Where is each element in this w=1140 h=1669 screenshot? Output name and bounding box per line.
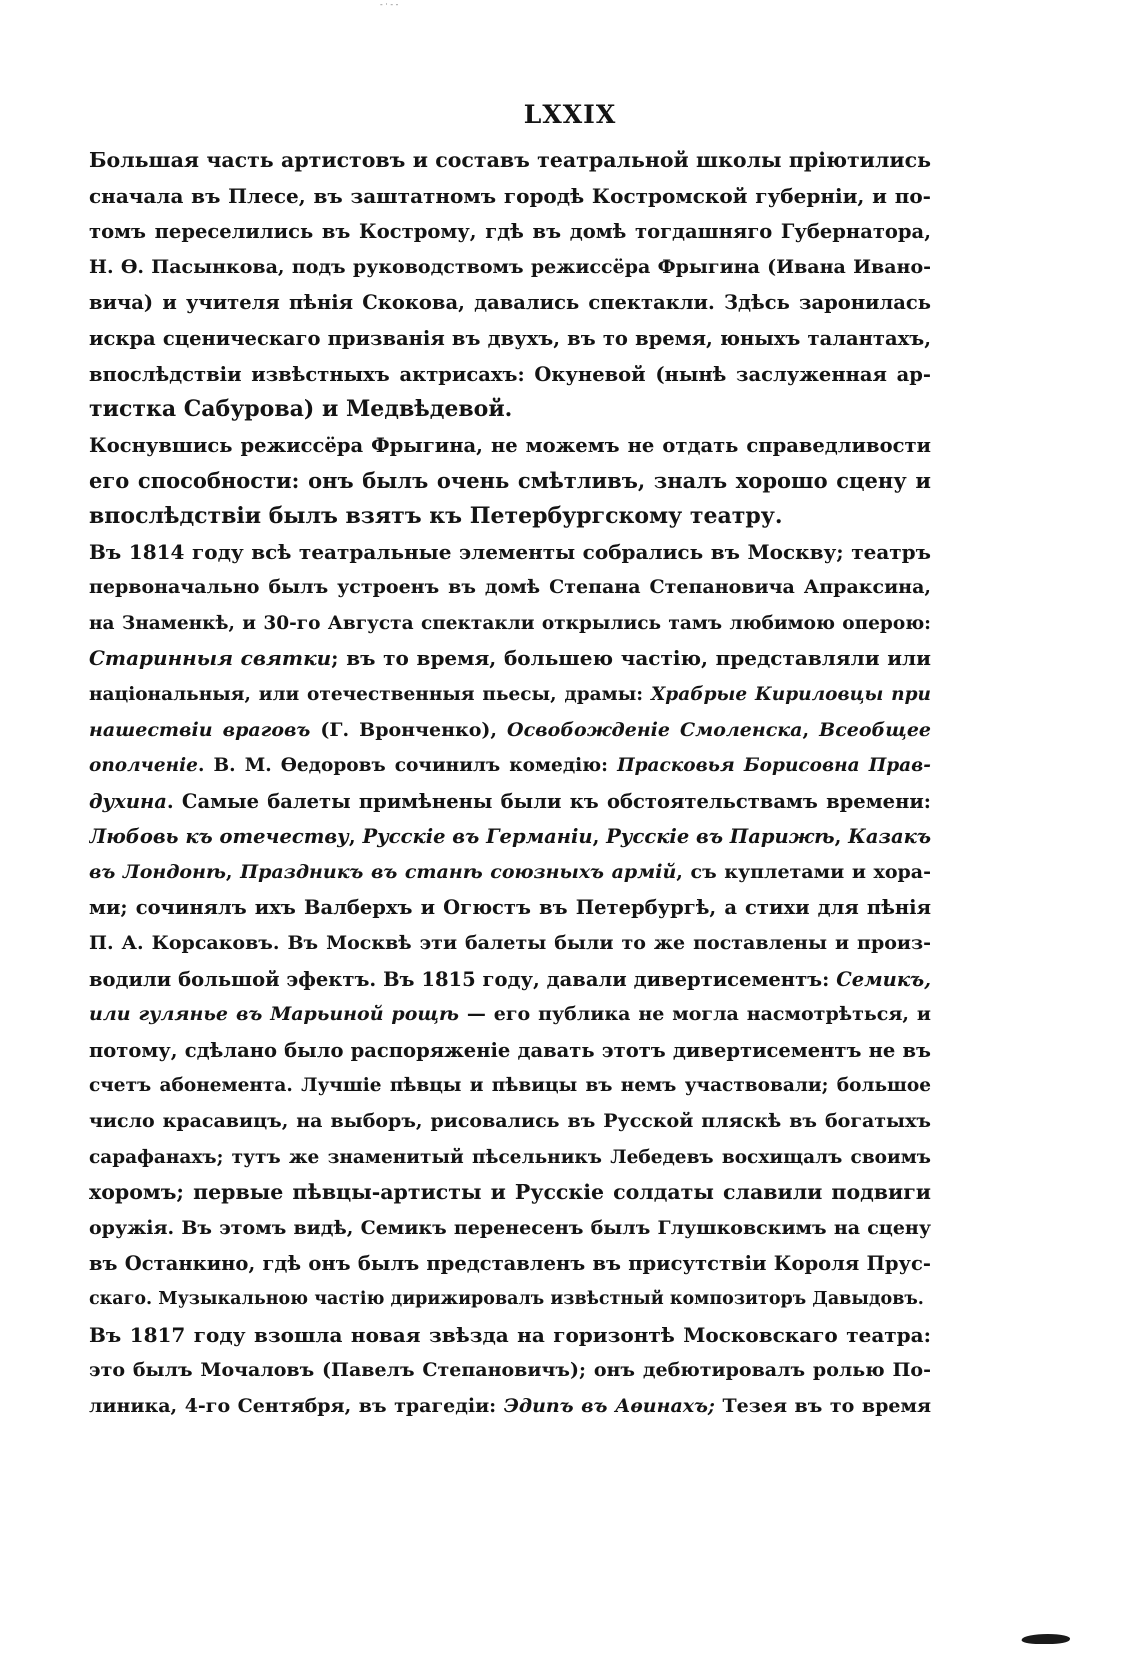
text-line [89,1104,931,1140]
italic-title: Прасковья Борисовна Прав- [617,755,931,777]
text-segment: сарафанахъ; тутъ же знаменитый пѣсельникъ Лебедевъ восхищалъ своимъ [89,1146,931,1168]
text-segment: , [834,825,849,849]
ink-smudge [1020,1634,1072,1644]
italic-title: Русскіе въ Парижѣ [606,825,835,849]
text-segment: . В. М. Ѳедоровъ сочинилъ комедію: [197,755,618,777]
text-segment: водили большой эфектъ. Въ 1815 году, давали дивертисементъ: [89,967,837,991]
text-line [89,535,931,571]
italic-title: въ Лондонѣ [89,860,226,883]
text-segment: , [348,825,363,849]
text-segment: линика, 4-го Сентября, въ трагедіи: [89,1394,504,1417]
page-number: LXXIX [523,100,617,129]
text-segment: — его публика не могла насмотрѣться, и [458,1003,931,1026]
text-segment: , [802,718,820,741]
text-line [89,641,931,677]
text-line [89,1353,931,1389]
text-line [89,1246,931,1282]
italic-title: Старинныя святки [89,646,332,671]
text-segment: оружія. Въ этомъ видѣ, Семикъ перенесенъ былъ Глушковскимъ на сцену [89,1216,931,1239]
italic-title: Русскіе въ Германіи [362,825,593,849]
text-line [89,357,931,393]
text-segment: хоромъ; первые пѣвцы-артисты и Русскіе солдаты славили подвиги [89,1180,931,1205]
text-line [89,890,931,926]
text-line [89,285,931,321]
text-line [89,143,931,179]
text-line [89,819,931,855]
text-line [89,428,931,464]
text-segment: впослѣдствіи былъ взятъ къ Петербургскому театру. [89,502,783,529]
text-segment: Въ 1814 году всѣ театральные элементы собрались въ Москву; театръ [89,539,931,564]
text-line [89,1318,931,1354]
italic-title: Всеобщее [819,718,931,741]
text-segment: впослѣдствіи извѣстныхъ актрисахъ: Окуневой (нынѣ заслуженная ар- [89,362,931,386]
text-line [89,250,931,286]
text-line [89,855,931,891]
italic-title: Храбрые Кириловцы при [650,683,931,705]
italic-title: Казакъ [848,825,931,849]
text-line [89,1175,931,1211]
text-segment: потому, сдѣлано было распоряженіе давать этотъ дивертисементъ не въ [89,1038,931,1062]
text-segment: , съ куплетами и хора- [676,860,931,883]
italic-title: Праздникъ въ станѣ союзныхъ армій [240,860,677,883]
text-segment: его способности: онъ былъ очень смѣтливъ, зналъ хорошо сцену и [89,468,931,494]
text-segment: ми; сочинялъ ихъ Валберхъ и Огюстъ въ Петербургѣ, а стихи для пѣнія [89,896,931,920]
text-line [89,962,931,998]
text-line [89,1211,931,1247]
italic-title: Эдипъ въ Аѳинахъ; [503,1394,715,1417]
text-line [89,1282,931,1318]
text-segment: (Г. Вронченко), [310,718,508,741]
text-line [89,748,931,784]
text-segment: , [225,860,241,883]
text-segment: счетъ абонемента. Лучшіе пѣвцы и пѣвицы въ немъ участвовали; большое [89,1075,931,1097]
text-line [89,677,931,713]
text-line [89,1389,931,1425]
text-segment: число красавицъ, на выборъ, рисовались въ Русской пляскѣ въ богатыхъ [89,1110,931,1133]
italic-title: ополченіе [89,755,198,777]
text-segment: національныя, или отечественныя пьесы, драмы: [89,683,651,705]
italic-title: Любовь къ отечеству [89,825,349,849]
italic-title: нашествіи враговъ [89,718,311,741]
text-segment: Коснувшись режиссёра Фрыгина, не можемъ не отдать справедливости [89,433,931,457]
text-segment: П. А. Корсаковъ. Въ Москвѣ эти балеты были то же поставлены и произ- [89,932,931,955]
text-line [89,499,931,535]
top-mark: - · - - [380,0,399,9]
text-line [89,1068,931,1104]
text-line [89,997,931,1033]
text-segment: тистка Сабурова) и Медвѣдевой. [89,396,513,423]
text-segment: Тезея въ то время [714,1394,931,1417]
text-segment: скаго. Музыкальною частію дирижировалъ извѣстный композиторъ Давыдовъ. [89,1289,924,1309]
text-segment: томъ переселились въ Кострому, гдѣ въ домѣ тогдашняго Губернатора, [89,220,931,244]
italic-title: духина [89,789,167,813]
text-line [89,926,931,962]
text-segment: первоначально былъ устроенъ въ домѣ Степана Степановича Апраксина, [89,576,931,599]
text-segment: Н. Ѳ. Пасынкова, подъ руководствомъ режиссёра Фрыгина (Ивана Ивано- [89,255,931,278]
text-segment: на Знаменкѣ, и 30-го Августа спектакли открылись тамъ любимою оперою: [89,612,931,634]
text-line [89,392,931,428]
text-segment: Большая часть артистовъ и составъ театральной школы пріютились [89,148,931,172]
text-line [89,784,931,820]
text-segment: въ Останкино, гдѣ онъ былъ представленъ въ присутствіи Короля Прус- [89,1252,931,1276]
text-line [89,179,931,215]
text-line [89,1033,931,1069]
text-line [89,463,931,499]
text-line [89,606,931,642]
text-segment: , [592,825,607,849]
text-segment: Въ 1817 году взошла новая звѣзда на горизонтѣ Московскаго театра: [89,1322,931,1347]
italic-title: Освобожденіе Смоленска [507,718,803,741]
text-segment: искра сценическаго призванія въ двухъ, въ то время, юныхъ талантахъ, [89,326,931,350]
text-line [89,321,931,357]
text-segment: ; въ то время, большею частію, представляли или [331,646,931,671]
text-line [89,713,931,749]
text-line [89,1140,931,1176]
body-text [89,143,931,1424]
text-line [89,570,931,606]
text-segment: это былъ Мочаловъ (Павелъ Степановичъ); онъ дебютировалъ ролью По- [89,1359,931,1382]
text-line [89,214,931,250]
text-segment: . Самые балеты примѣнены были къ обстоятельствамъ времени: [166,789,931,813]
text-segment: сначала въ Плесе, въ заштатномъ городѣ Костромской губерніи, и по- [89,183,931,208]
italic-title: или гулянье въ Марьиной рощѣ [89,1003,459,1026]
text-segment: вича) и учителя пѣнія Скокова, давались спектакли. Здѣсь заронилась [89,291,931,315]
italic-title: Семикъ, [836,967,931,991]
